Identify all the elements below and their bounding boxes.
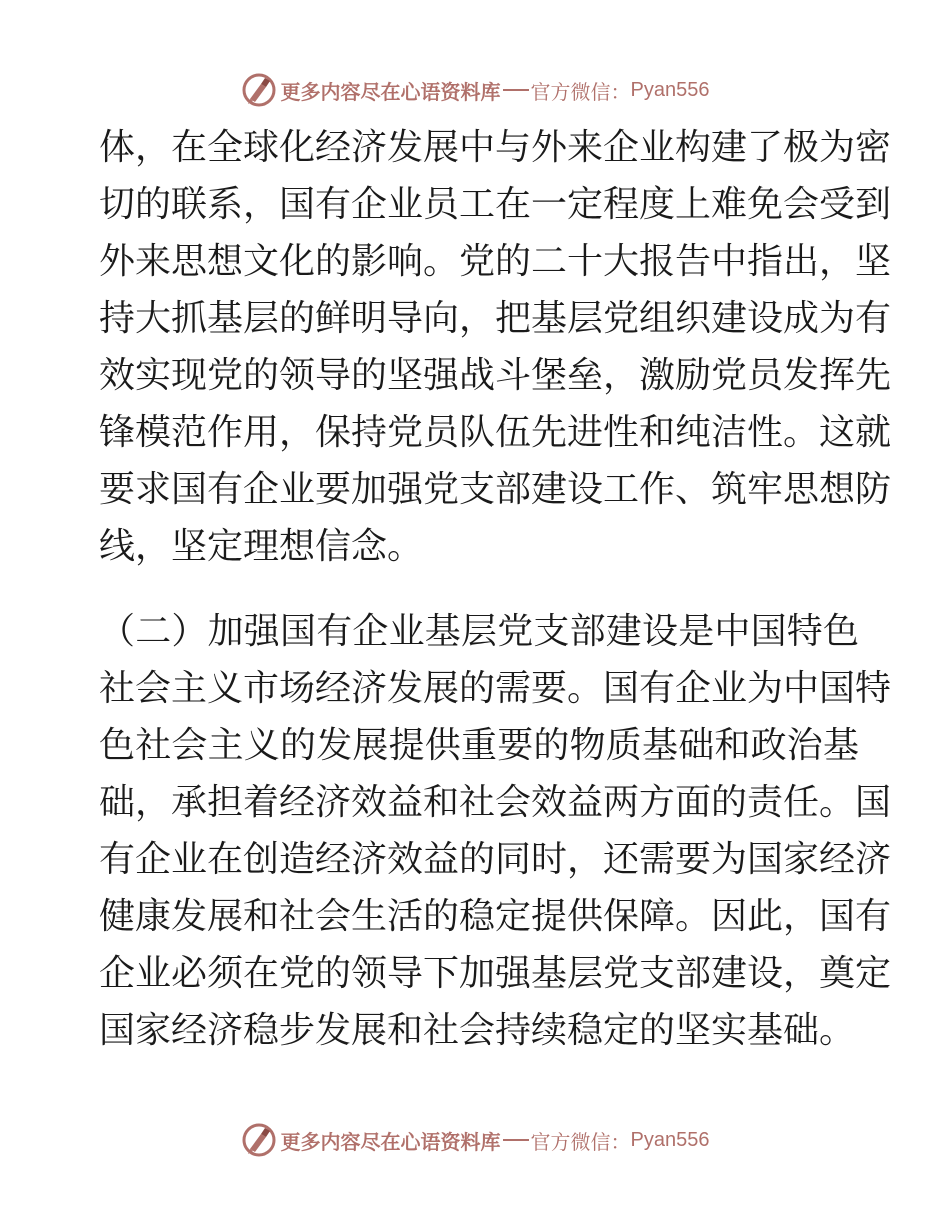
body-line: 体，在全球化经济发展中与外来企业构建了极为密 <box>99 127 892 168</box>
watermark-text: 更多内容尽在心语资料库 <box>280 79 501 104</box>
watermark-wechat-id: Pyan556 <box>630 1128 710 1151</box>
watermark-dash <box>503 89 529 91</box>
body-line: 色社会主义的发展提供重要的物质基础和政治基 <box>99 725 859 766</box>
body-line: 切的联系，国有企业员工在一定程度上难免会受到 <box>99 184 892 225</box>
body-line: 线，坚定理想信念。 <box>99 526 424 567</box>
watermark-wechat-label: 官方微信： <box>530 79 631 104</box>
watermark-dash <box>503 1139 529 1141</box>
body-line: 要求国有企业要加强党支部建设工作、筑牢思想防 <box>99 469 892 510</box>
watermark-text: 更多内容尽在心语资料库 <box>280 1129 501 1154</box>
body-line: 础，承担着经济效益和社会效益两方面的责任。国 <box>99 782 892 823</box>
pen-logo-icon <box>241 1122 277 1158</box>
body-line: 持大抓基层的鲜明导向，把基层党组织建设成为有 <box>99 298 892 339</box>
header-watermark <box>0 70 950 110</box>
body-line: （二）加强国有企业基层党支部建设是中国特色 <box>99 611 859 652</box>
pen-logo-icon <box>241 72 277 108</box>
body-line: 外来思想文化的影响。党的二十大报告中指出，坚 <box>99 241 892 282</box>
body-line: 社会主义市场经济发展的需要。国有企业为中国特 <box>99 668 892 709</box>
body-line: 企业必须在党的领导下加强基层党支部建设，奠定 <box>99 953 892 994</box>
body-line: 国家经济稳步发展和社会持续稳定的坚实基础。 <box>99 1010 856 1051</box>
watermark-wechat-label: 官方微信： <box>530 1129 631 1154</box>
body-line: 健康发展和社会生活的稳定提供保障。因此，国有 <box>99 896 892 937</box>
footer-watermark <box>0 1120 950 1160</box>
watermark-wechat-id: Pyan556 <box>630 78 710 101</box>
body-line: 锋模范作用，保持党员队伍先进性和纯洁性。这就 <box>99 412 892 453</box>
body-line: 有企业在创造经济效益的同时，还需要为国家经济 <box>99 839 892 880</box>
body-line: 效实现党的领导的坚强战斗堡垒，激励党员发挥先 <box>99 355 892 396</box>
